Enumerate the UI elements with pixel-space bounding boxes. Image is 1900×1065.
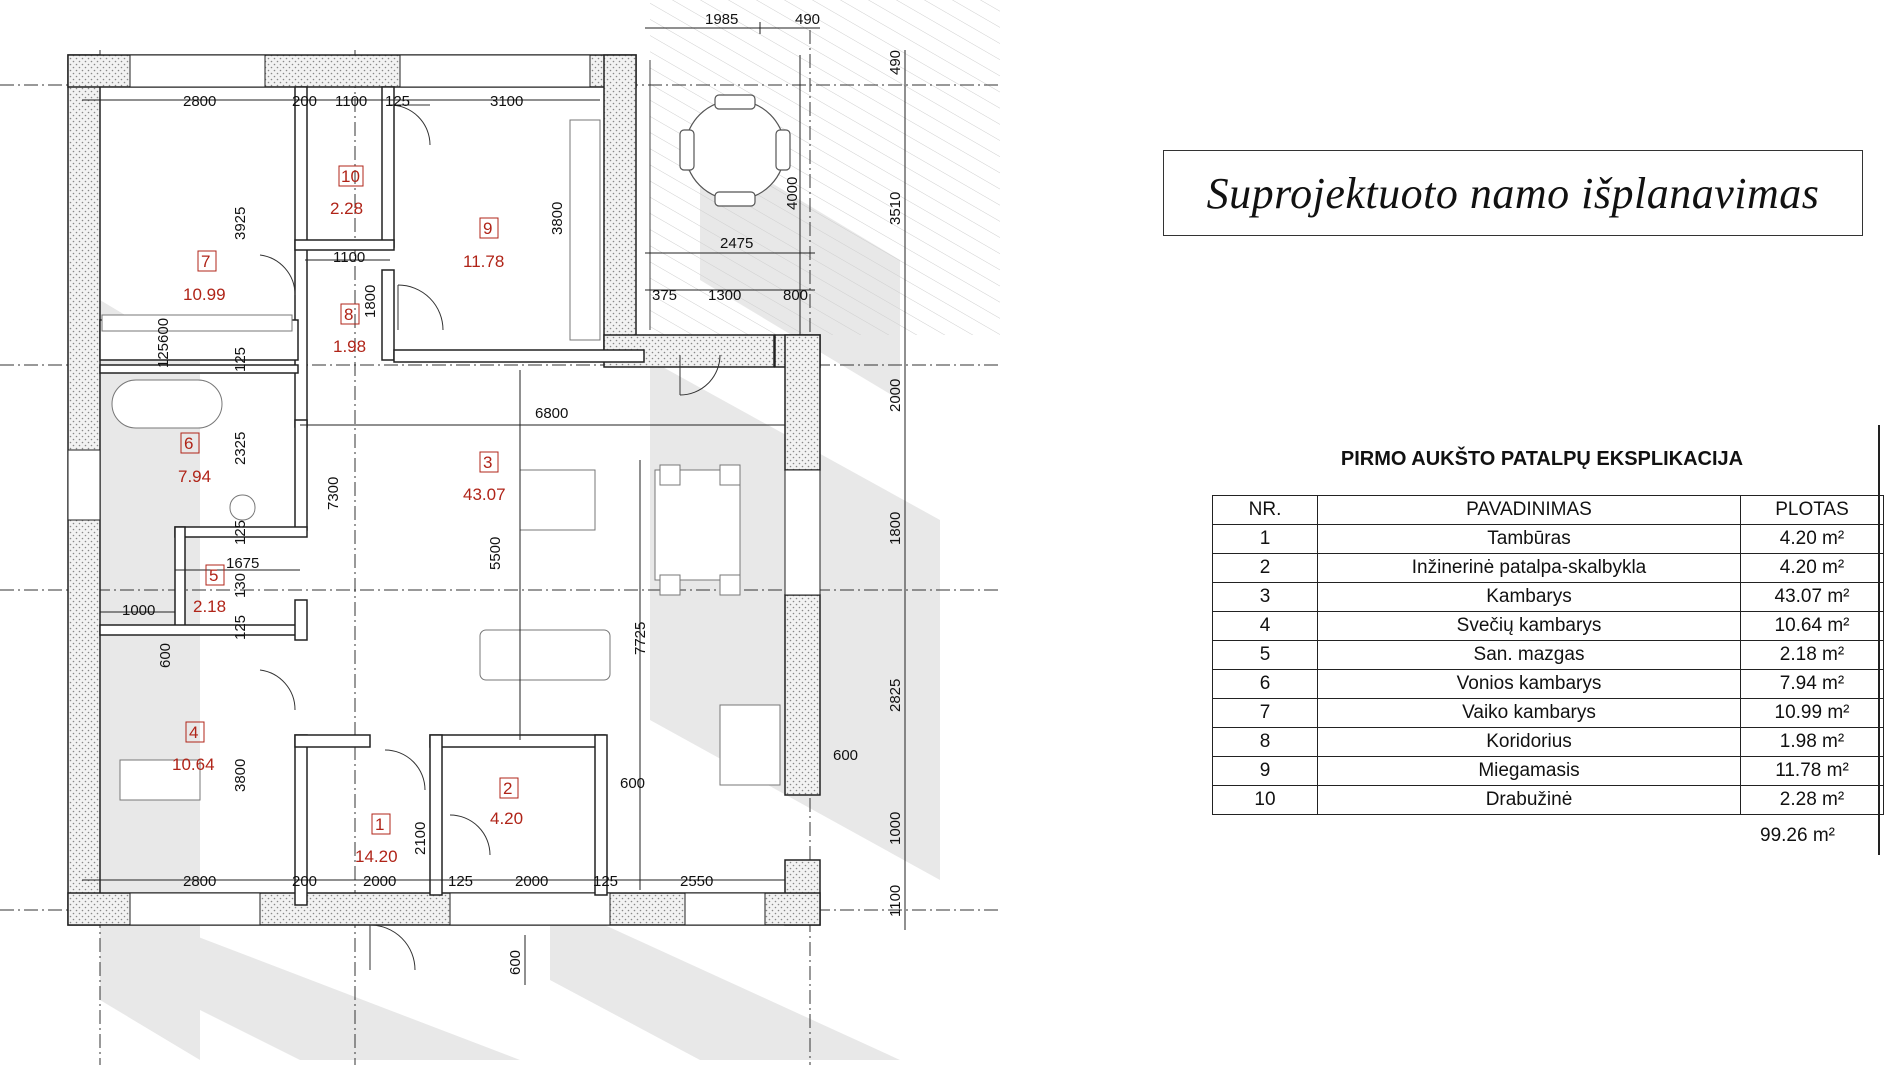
svg-text:125: 125 [593, 873, 619, 890]
room-label-2 [490, 778, 523, 828]
room-label-10 [330, 166, 363, 218]
svg-text:4000: 4000 [784, 176, 801, 210]
svg-text:125: 125 [232, 614, 249, 640]
svg-text:125: 125 [232, 519, 249, 545]
svg-text:14.20: 14.20 [355, 847, 398, 866]
cell-name: Miegamasis [1318, 757, 1741, 786]
cell-nr: 3 [1213, 583, 1318, 612]
cell-area: 4.20 m² [1741, 525, 1884, 554]
svg-text:1300: 1300 [708, 287, 742, 304]
svg-text:200: 200 [292, 873, 318, 890]
svg-text:7.94: 7.94 [178, 467, 212, 486]
svg-text:3510: 3510 [887, 191, 904, 225]
svg-text:1800: 1800 [362, 284, 379, 318]
svg-text:130: 130 [232, 572, 249, 598]
cell-name: Koridorius [1318, 728, 1741, 757]
svg-text:600: 600 [507, 949, 524, 975]
table-row [1213, 699, 1884, 728]
svg-text:3925: 3925 [232, 206, 249, 240]
svg-text:1.98: 1.98 [333, 337, 367, 356]
table-heading: PIRMO AUKŠTO PATALPŲ EKSPLIKACIJA [1340, 448, 1744, 470]
svg-text:1000: 1000 [122, 602, 156, 619]
svg-text:3100: 3100 [490, 93, 524, 110]
total-area: 99.26 m² [1760, 825, 1835, 846]
svg-text:7300: 7300 [325, 476, 342, 510]
svg-text:2000: 2000 [515, 873, 549, 890]
svg-text:2.18: 2.18 [193, 597, 227, 616]
svg-text:6800: 6800 [535, 405, 569, 422]
cell-nr: 5 [1213, 641, 1318, 670]
table-row [1213, 757, 1884, 786]
cell-area: 2.18 m² [1741, 641, 1884, 670]
svg-text:4: 4 [189, 723, 199, 742]
svg-text:2: 2 [503, 779, 513, 798]
cell-name: Tambūras [1318, 525, 1741, 554]
svg-text:7: 7 [201, 252, 211, 271]
column-header-nr: NR. [1213, 496, 1318, 525]
cell-area: 10.64 m² [1741, 612, 1884, 641]
svg-text:1000: 1000 [887, 811, 904, 845]
cell-name: Vaiko kambarys [1318, 699, 1741, 728]
room-label-7 [183, 251, 226, 304]
svg-text:1985: 1985 [705, 11, 739, 28]
table-header-row [1213, 496, 1884, 525]
table-row [1213, 583, 1884, 612]
svg-text:2325: 2325 [232, 431, 249, 465]
svg-text:1100: 1100 [335, 93, 368, 110]
svg-text:125600: 125600 [155, 317, 172, 368]
table-row [1213, 554, 1884, 583]
svg-text:2100: 2100 [412, 821, 429, 855]
cell-name: Kambarys [1318, 583, 1741, 612]
cell-nr: 2 [1213, 554, 1318, 583]
title-box [1163, 150, 1863, 236]
cell-nr: 10 [1213, 786, 1318, 815]
table-row [1213, 786, 1884, 815]
svg-text:1800: 1800 [887, 511, 904, 545]
svg-text:490: 490 [795, 11, 821, 28]
room-labels [172, 166, 523, 866]
svg-text:10: 10 [341, 167, 360, 186]
cell-area: 10.99 m² [1741, 699, 1884, 728]
svg-text:375: 375 [652, 287, 678, 304]
svg-text:600: 600 [620, 775, 646, 792]
column-header-name: PAVADINIMAS [1318, 496, 1741, 525]
svg-text:2800: 2800 [183, 873, 217, 890]
cell-name: Drabužinė [1318, 786, 1741, 815]
page-title: Suprojektuoto namo išplanavimas [1206, 168, 1820, 218]
room-label-9 [463, 218, 504, 271]
svg-text:11.78: 11.78 [463, 252, 505, 271]
svg-text:4.20: 4.20 [490, 809, 524, 828]
svg-text:125: 125 [232, 346, 249, 372]
table-row [1213, 612, 1884, 641]
table-row [1213, 670, 1884, 699]
svg-text:10.64: 10.64 [172, 755, 215, 774]
column-header-area: PLOTAS [1741, 496, 1884, 525]
svg-text:2.28: 2.28 [330, 199, 364, 218]
cell-name: Vonios kambarys [1318, 670, 1741, 699]
svg-text:2825: 2825 [887, 678, 904, 712]
cell-area: 43.07 m² [1741, 583, 1884, 612]
cell-area: 7.94 m² [1741, 670, 1884, 699]
table-row [1213, 525, 1884, 554]
svg-text:6: 6 [184, 434, 194, 453]
svg-text:5: 5 [209, 566, 219, 585]
svg-text:43.07: 43.07 [463, 485, 506, 504]
svg-text:9: 9 [483, 219, 493, 238]
table-row [1213, 728, 1884, 757]
svg-text:10.99: 10.99 [183, 285, 226, 304]
cell-nr: 7 [1213, 699, 1318, 728]
svg-text:2000: 2000 [363, 873, 397, 890]
cell-area: 4.20 m² [1741, 554, 1884, 583]
svg-text:7725: 7725 [632, 621, 649, 655]
svg-text:2000: 2000 [887, 378, 904, 412]
cell-nr: 8 [1213, 728, 1318, 757]
svg-text:1100: 1100 [333, 249, 366, 266]
svg-text:1: 1 [375, 815, 385, 834]
cell-nr: 4 [1213, 612, 1318, 641]
svg-text:3800: 3800 [549, 201, 566, 235]
svg-text:125: 125 [448, 873, 474, 890]
svg-text:800: 800 [783, 287, 809, 304]
cell-nr: 9 [1213, 757, 1318, 786]
cell-name: Svečių kambarys [1318, 612, 1741, 641]
svg-text:2800: 2800 [183, 93, 217, 110]
room-label-1 [355, 814, 398, 866]
svg-text:5500: 5500 [487, 536, 504, 570]
cell-area: 2.28 m² [1741, 786, 1884, 815]
svg-text:8: 8 [344, 305, 354, 324]
cell-area: 11.78 m² [1741, 757, 1884, 786]
cell-nr: 6 [1213, 670, 1318, 699]
svg-text:2475: 2475 [720, 235, 754, 252]
svg-text:1675: 1675 [226, 555, 260, 572]
svg-text:125: 125 [385, 93, 411, 110]
table-row [1213, 641, 1884, 670]
svg-text:1100: 1100 [887, 884, 904, 917]
svg-text:3800: 3800 [232, 758, 249, 792]
svg-text:600: 600 [157, 642, 174, 668]
svg-text:200: 200 [292, 93, 318, 110]
cell-nr: 1 [1213, 525, 1318, 554]
svg-text:2550: 2550 [680, 873, 714, 890]
cell-area: 1.98 m² [1741, 728, 1884, 757]
cell-name: Inžinerinė patalpa-skalbykla [1318, 554, 1741, 583]
room-label-3 [463, 452, 506, 504]
svg-text:600: 600 [833, 747, 859, 764]
svg-text:3: 3 [483, 453, 493, 472]
svg-text:490: 490 [887, 49, 904, 75]
explication-table [1212, 495, 1884, 815]
cell-name: San. mazgas [1318, 641, 1741, 670]
